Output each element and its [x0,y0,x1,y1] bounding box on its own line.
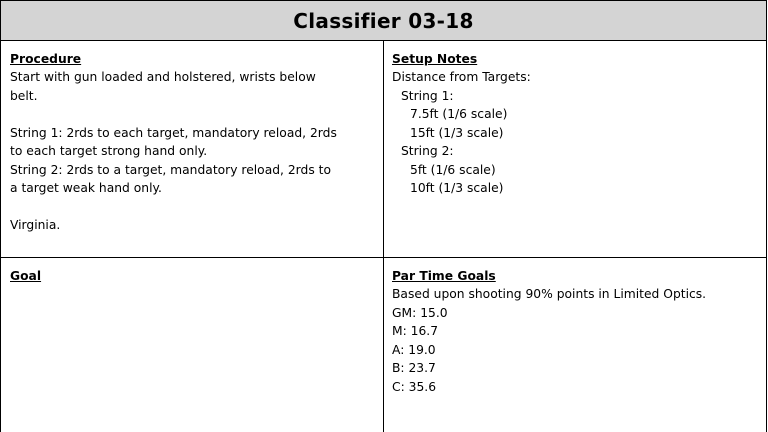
title-bar [0,0,767,41]
procedure-spacer [10,105,374,124]
goal-section [0,257,384,432]
page-title: Classifier 03-18 [293,8,474,33]
goal-heading: Goal [10,269,42,283]
procedure-line: Virginia. [10,218,61,232]
string1-distance-a: 7.5ft (1/6 scale) [410,107,508,121]
procedure-line: belt. [10,88,38,103]
procedure-line: String 1: 2rds to each target, mandatory reload, 2rds [10,125,337,140]
procedure-spacer [10,198,374,217]
string2-distance-a: 5ft (1/6 scale) [410,162,496,177]
string2-distance-b: 10ft (1/3 scale) [410,181,504,195]
par-time-goals-section [383,257,767,432]
par-intro: Based upon shooting 90% points in Limited Optics. [392,287,707,301]
procedure-line: a target weak hand only. [10,181,162,195]
string1-label: String 1: [401,88,454,103]
setup-notes-heading: Setup Notes [392,52,478,66]
par-m: M: 16.7 [392,324,439,338]
procedure-line: String 2: 2rds to a target, mandatory reload, 2rds to [10,162,331,177]
procedure-section [0,40,384,258]
par-c: C: 35.6 [392,379,437,394]
procedure-line: Start with gun loaded and holstered, wrists below [10,70,316,84]
setup-intro: Distance from Targets: [392,70,531,84]
par-a: A: 19.0 [392,342,436,357]
par-gm: GM: 15.0 [392,305,448,320]
procedure-line: to each target strong hand only. [10,144,208,158]
procedure-heading: Procedure [10,52,82,66]
par-b: B: 23.7 [392,361,436,375]
setup-notes-section [383,40,767,258]
string2-label: String 2: [401,144,454,158]
par-time-goals-heading: Par Time Goals [392,269,496,283]
string1-distance-b: 15ft (1/3 scale) [410,125,504,140]
